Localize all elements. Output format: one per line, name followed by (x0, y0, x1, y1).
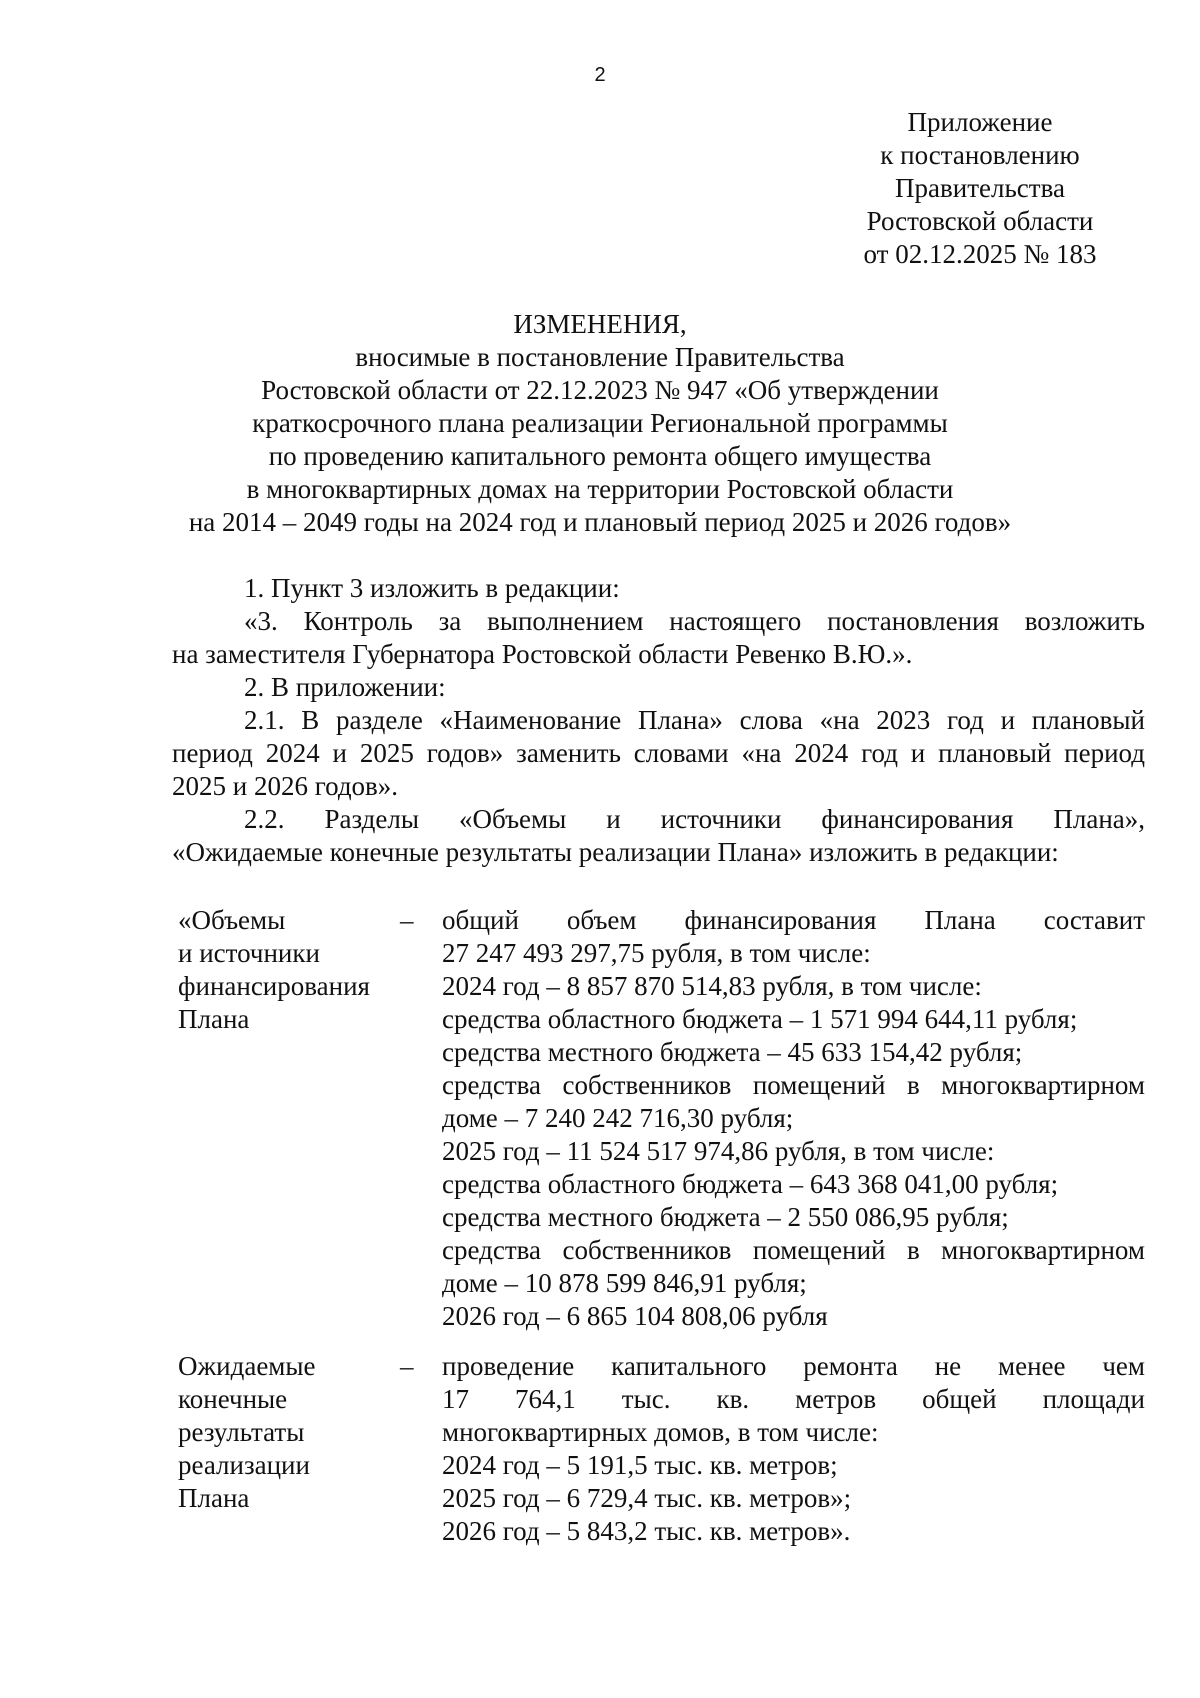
text-line: средства местного бюджета – 45 633 154,42 рубля; (442, 1037, 1023, 1067)
plan-sections-table (178, 904, 1145, 1548)
appendix-line: Правительства (895, 173, 1065, 203)
text-line: средства областного бюджета – 1 571 994 644,11 рубля; (442, 1004, 1078, 1034)
text-line: 2024 год – 5 191,5 тыс. кв. метров; (442, 1450, 838, 1480)
label-line: Плана (178, 1004, 250, 1034)
document-title (150, 308, 1050, 539)
row-dash: – (400, 905, 414, 935)
row-label (178, 904, 400, 1333)
label-line: «Объемы (178, 905, 286, 935)
text-line: 27 247 493 297,75 рубля, в том числе: (442, 938, 871, 968)
table-row-results (178, 1350, 1145, 1548)
text-line: средства областного бюджета – 643 368 041,00 рубля; (442, 1169, 1059, 1199)
text-line: 2026 год – 5 843,2 тыс. кв. метров». (442, 1516, 851, 1546)
text-line: проведение капитального ремонта не менее чем (442, 1351, 1145, 1381)
text-line: многоквартирных домов, в том числе: (442, 1417, 879, 1447)
label-line: Плана (178, 1483, 250, 1513)
paragraph-4-line-1: 2.1. В разделе «Наименование Плана» слова «на 2023 год и плановый (244, 705, 1145, 735)
paragraph-3: 2. В приложении: (244, 672, 446, 702)
paragraph-5-line-2: «Ожидаемые конечные результаты реализации Плана» изложить в редакции: (172, 837, 1059, 867)
text-line: доме – 10 878 599 846,91 рубля; (442, 1268, 807, 1298)
appendix-block (820, 106, 1140, 271)
text-line: доме – 7 240 242 716,30 рубля; (442, 1103, 794, 1133)
label-line: результаты (178, 1417, 305, 1447)
text-line: средства собственников помещений в многоквартирном (442, 1070, 1145, 1100)
paragraph-2-line-2: на заместителя Губернатора Ростовской области Ревенко В.Ю.». (172, 639, 913, 669)
text-line: 2024 год – 8 857 870 514,83 рубля, в том числе: (442, 971, 982, 1001)
table-row-financing (178, 904, 1145, 1333)
row-text (442, 904, 1145, 1333)
appendix-line: от 02.12.2025 № 183 (863, 239, 1097, 269)
appendix-line: к постановлению (880, 140, 1080, 170)
title-heading: ИЗМЕНЕНИЯ, (513, 309, 687, 339)
page-number: 2 (594, 64, 606, 86)
title-line: в многоквартирных домах на территории Ростовской области (246, 474, 954, 504)
text-line: 2026 год – 6 865 104 808,06 рубля (442, 1301, 828, 1331)
row-text (442, 1350, 1145, 1548)
label-line: Ожидаемые (178, 1351, 316, 1381)
row-label (178, 1350, 400, 1548)
paragraph-1: 1. Пункт 3 изложить в редакции: (244, 573, 620, 603)
paragraph-2-line-1: «3. Контроль за выполнением настоящего постановления возложить (244, 606, 1145, 636)
title-line: на 2014 – 2049 годы на 2024 год и плановый период 2025 и 2026 годов» (188, 507, 1012, 537)
text-line: 2025 год – 6 729,4 тыс. кв. метров»; (442, 1483, 852, 1513)
label-line: и источники (178, 938, 320, 968)
text-line: общий объем финансирования Плана составит (442, 905, 1145, 935)
appendix-line: Приложение (907, 107, 1053, 137)
title-line: вносимые в постановление Правительства (355, 342, 845, 372)
label-line: реализации (178, 1450, 310, 1480)
text-line: 17 764,1 тыс. кв. метров общей площади (442, 1384, 1145, 1414)
document-body (172, 572, 1145, 869)
title-line: краткосрочного плана реализации Региональной программы (252, 408, 948, 438)
text-line: средства местного бюджета – 2 550 086,95 рубля; (442, 1202, 1009, 1232)
label-line: конечные (178, 1384, 288, 1414)
paragraph-4-line-2: период 2024 и 2025 годов» заменить словами «на 2024 год и плановый период (172, 738, 1145, 768)
paragraph-4-line-3: 2025 и 2026 годов». (172, 771, 399, 801)
row-dash: – (400, 1351, 414, 1381)
title-line: по проведению капитального ремонта общего имущества (268, 441, 932, 471)
appendix-line: Ростовской области (866, 206, 1094, 236)
paragraph-5-line-1: 2.2. Разделы «Объемы и источники финансирования Плана», (244, 804, 1145, 834)
title-line: Ростовской области от 22.12.2023 № 947 «Об утверждении (261, 375, 939, 405)
text-line: 2025 год – 11 524 517 974,86 рубля, в том числе: (442, 1136, 995, 1166)
label-line: финансирования (178, 971, 370, 1001)
text-line: средства собственников помещений в многоквартирном (442, 1235, 1145, 1265)
